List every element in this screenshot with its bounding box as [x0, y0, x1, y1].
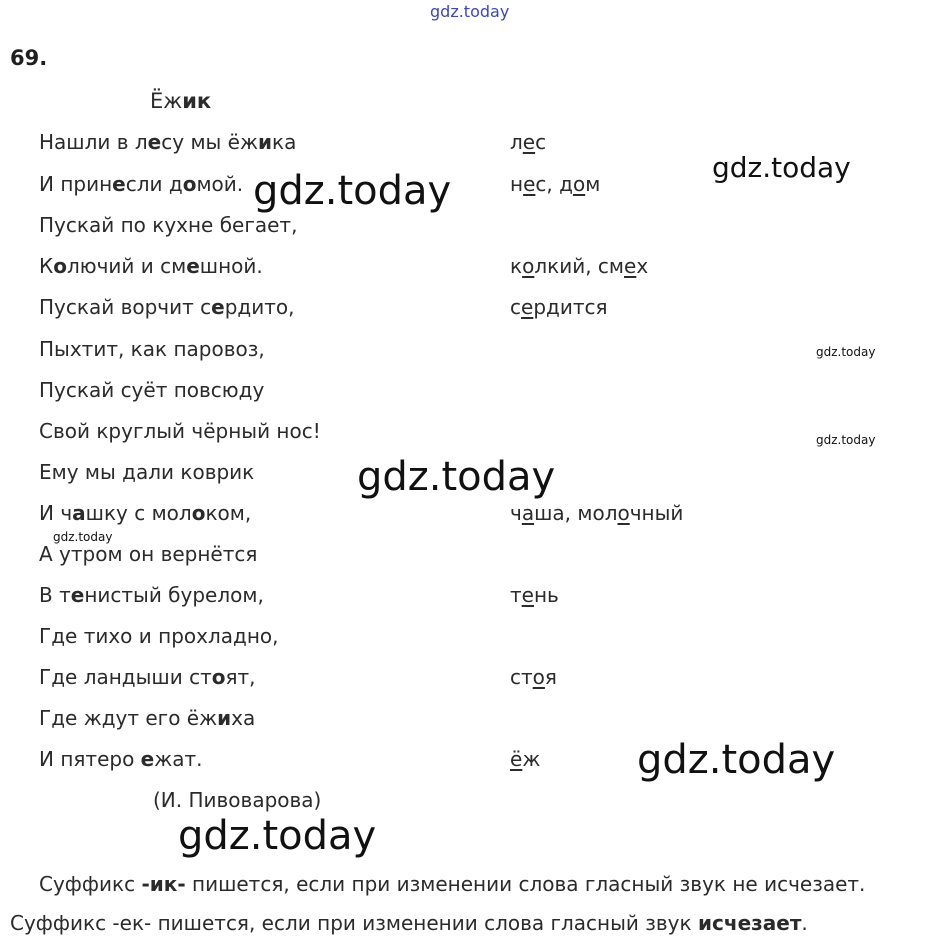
poem-line-6: Пыхтит, как паровоз, [39, 337, 265, 361]
poem-line-10: И чашку с молоком, [39, 501, 252, 525]
watermark: gdz.today [816, 345, 876, 359]
poem-line-9: Ему мы дали коврик [39, 460, 255, 484]
poem-author: (И. Пивоварова) [153, 788, 322, 812]
poem-line-12: В тенистый бурелом, [39, 583, 264, 607]
watermark: gdz.today [357, 454, 556, 500]
poem-line-14: Где ландыши стоят, [39, 665, 256, 689]
check-word-yozh: ёж [510, 747, 541, 771]
check-word-nes-dom: нес, дом [510, 172, 601, 196]
poem-line-2: И принесли домой. [39, 172, 244, 196]
check-word-les: лес [510, 130, 547, 154]
rule-suffix-ek: Суффикс -ек- пишется, если при изменении слова гласный звук исчезает. [10, 911, 808, 935]
poem-line-3: Пускай по кухне бегает, [39, 213, 298, 237]
watermark: gdz.today [637, 737, 836, 783]
check-word-chasha-molochny: чаша, молочный [510, 501, 684, 525]
watermark: gdz.today [816, 433, 876, 447]
check-word-kolkiy-smekh: колкий, смех [510, 254, 649, 278]
poem-line-11: А утром он вернётся [39, 542, 258, 566]
poem-line-5: Пускай ворчит сердито, [39, 295, 295, 319]
poem-line-4: Колючий и смешной. [39, 254, 263, 278]
check-word-ten: тень [510, 583, 559, 607]
poem-title: Ёжик [150, 89, 212, 113]
poem-line-1: Нашли в лесу мы ёжика [39, 130, 297, 154]
poem-line-16: И пятеро ежат. [39, 747, 203, 771]
check-word-serditsya: сердится [510, 295, 608, 319]
watermark-top: gdz.today [430, 2, 510, 21]
watermark: gdz.today [53, 530, 113, 544]
watermark: gdz.today [178, 813, 377, 859]
poem-line-8: Свой круглый чёрный нос! [39, 419, 321, 443]
exercise-number: 69. [10, 46, 48, 70]
poem-line-15: Где ждут его ёжиха [39, 706, 256, 730]
watermark: gdz.today [253, 168, 452, 214]
check-word-stoya: стоя [510, 665, 557, 689]
rule-suffix-ik: Суффикс -ик- пишется, если при изменении слова гласный звук не исчезает. [39, 872, 866, 896]
poem-line-13: Где тихо и прохладно, [39, 624, 279, 648]
poem-line-7: Пускай суёт повсюду [39, 378, 265, 402]
watermark: gdz.today [712, 151, 851, 184]
